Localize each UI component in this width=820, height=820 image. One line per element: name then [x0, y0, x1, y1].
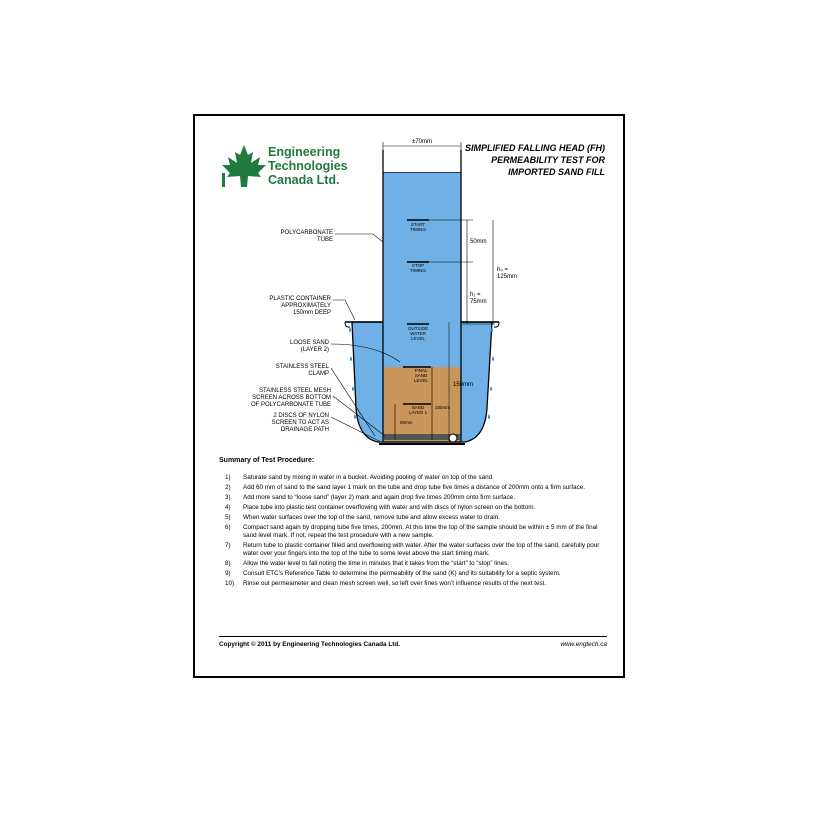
dim-h0: 125mm	[497, 274, 518, 280]
clamp-label: STAINLESS STEEL CLAMP	[275, 364, 329, 377]
procedure-step: 4) Place tube into plastic test container overflowing with water and with discs of nylon screen on the bottom.	[225, 503, 536, 511]
sand-layer1-label: SAND LAYER 1	[408, 405, 428, 415]
procedure-step: 6) Compact sand again by dropping tube five times, 200mm. At this time the top of the sample should be within ± 5 mm of the final sand level mark. If not, repeat the test procedure with a new sample.	[225, 523, 598, 539]
polycarbonate-label: POLYCARBONATE TUBE	[280, 230, 333, 243]
dim-width: ±70mm	[412, 139, 432, 145]
procedure-step: 8) Allow the water level to fall noting the time in minutes that it takes from the “start” to “stop” lines.	[225, 560, 509, 568]
permeameter-diagram	[195, 116, 627, 456]
procedure-step: 1) Saturate sand by mixing in water in a bucket. Avoiding pooling of water on top of the sand.	[225, 474, 494, 481]
logo-line-3: Canada Ltd.	[268, 173, 340, 187]
logo-line-2: Technologies	[268, 159, 348, 173]
procedure-step: 5) When water surfaces over the top of the sand, remove tube and allow excess water to drain.	[225, 513, 500, 521]
dim-60: 60mm	[400, 420, 413, 425]
procedure-step: 7) Return tube to plastic container filled and overflowing with water. After the water surfaces over the top of the sand, carefully pour water over your fingers into the top of the tube to some level above the start timing mark.	[225, 541, 600, 558]
start-timing-label: START TIMING	[410, 222, 426, 232]
outside-water-label: OUTSIDE WATER LEVEL	[407, 326, 429, 341]
loose-sand-label: LOOSE SAND (LAYER 2)	[289, 340, 329, 353]
dim-h0-label: h₀ =	[497, 267, 508, 273]
copyright: Copyright © 2011 by Engineering Technologies Canada Ltd.	[219, 641, 401, 648]
dim-50: 50mm	[470, 239, 487, 245]
title-line-2: PERMEABILITY TEST FOR	[491, 155, 605, 165]
dim-h1-label: h₁ =	[470, 292, 481, 298]
logo-line-1: Engineering	[268, 145, 341, 159]
procedure-step: 10) Rinse out permeameter and clean mesh screen well, so left over fines won’t influence results of the next test.	[225, 579, 547, 587]
procedure-list	[219, 474, 611, 590]
title-line-3: IMPORTED SAND FILL	[508, 167, 605, 177]
procedure-step: 3) Add more sand to “loose sand” (layer 2) mark and again drop five times 200mm onto firm surface.	[225, 493, 515, 501]
title-line-1: SIMPLIFIED FALLING HEAD (FH)	[465, 143, 605, 153]
mesh-label: STAINLESS STEEL MESH SCREEN ACROSS BOTTOM OF POLYCARBONATE TUBE	[250, 388, 331, 408]
document-page	[193, 114, 625, 678]
dim-100: 100mm	[435, 405, 451, 410]
nylon-label: 2 DISCS OF NYLON SCREEN TO ACT AS DRAINAGE PATH	[271, 413, 329, 433]
dim-150: 150mm	[453, 382, 474, 388]
stop-timing-label: STOP TIMING	[410, 263, 426, 273]
plastic-container-label: PLASTIC CONTAINER APPROXIMATELY 150mm DEEP	[269, 296, 331, 316]
procedure-step: 2) Add 60 mm of sand to the sand layer 1 mark on the tube and drop tube five times a distance of 200mm onto a firm surface.	[225, 483, 585, 491]
dim-h1: 75mm	[470, 299, 487, 305]
final-sand-label: FINAL SAND LEVEL	[413, 368, 429, 383]
mesh-screen	[384, 434, 460, 440]
website-url: www.engtech.ca	[560, 641, 607, 648]
footer-divider	[219, 636, 607, 637]
procedure-step: 9) Consult ETC’s Reference Table to determine the permeability of the sand (K) and its suitability for a septic system.	[225, 570, 561, 578]
summary-heading: Summary of Test Procedure:	[219, 457, 315, 464]
